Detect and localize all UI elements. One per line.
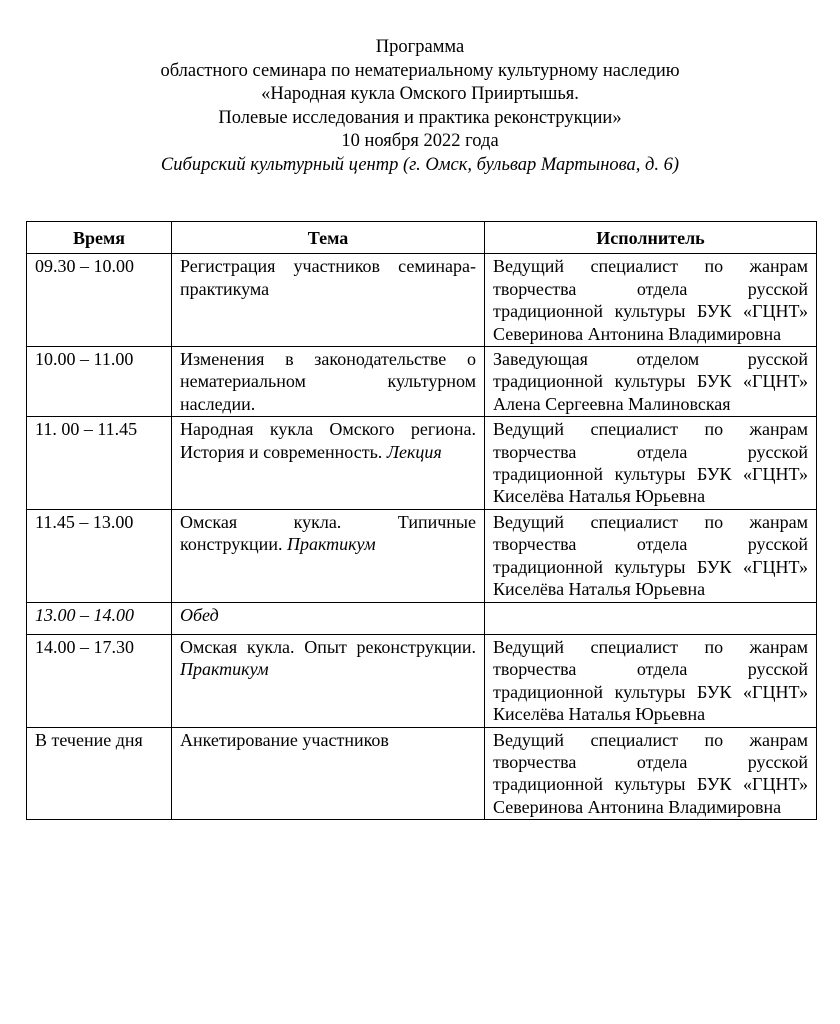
table-row-lunch	[27, 602, 817, 634]
topic-cell	[172, 254, 485, 347]
topic-text: Анкетирование участников	[180, 729, 389, 750]
topic-format-note: Практикум	[286, 534, 376, 555]
topic-format-note: Практикум	[180, 659, 269, 680]
time-cell: В течение дня	[27, 727, 172, 820]
column-header-topic: Тема	[172, 222, 485, 254]
table-row	[27, 509, 817, 602]
program-table	[26, 221, 817, 820]
performer-cell: Ведущий специалист по жанрам творчества отдела русской традиционной культуры БУК «ГЦНТ» Северинова Антонина Владимировна	[485, 254, 817, 347]
column-header-performer: Исполнитель	[485, 222, 817, 254]
table-row	[27, 254, 817, 347]
program-header	[0, 36, 840, 177]
program-title: Программа	[375, 37, 465, 57]
seminar-venue: Сибирский культурный центр (г. Омск, бульвар Мартынова, д. 6)	[160, 154, 680, 175]
time-cell: 11.45 – 13.00	[27, 509, 172, 602]
time-cell: 14.00 – 17.30	[27, 634, 172, 727]
table-header-row	[27, 222, 817, 254]
table-row	[27, 417, 817, 510]
topic-cell	[172, 727, 485, 820]
seminar-date: 10 ноября 2022 года	[341, 131, 499, 151]
performer-cell	[485, 602, 817, 634]
time-cell: 11. 00 – 11.45	[27, 417, 172, 510]
table-row	[27, 634, 817, 727]
time-cell: 13.00 – 14.00	[27, 602, 172, 634]
performer-cell: Ведущий специалист по жанрам творчества отдела русской традиционной культуры БУК «ГЦНТ» Киселёва Наталья Юрьевна	[485, 509, 817, 602]
topic-format-note: Лекция	[386, 441, 442, 462]
topic-cell	[172, 509, 485, 602]
seminar-name-line-2: Полевые исследования и практика реконструкции»	[218, 107, 622, 128]
topic-cell	[172, 634, 485, 727]
topic-text: Омская кукла. Типичные конструкции.	[180, 511, 476, 555]
topic-text: Народная кукла Омского региона. История и современность.	[180, 419, 476, 462]
column-header-time: Время	[27, 222, 172, 254]
seminar-description: областного семинара по нематериальному культурному наследию	[160, 60, 680, 81]
performer-cell: Ведущий специалист по жанрам творчества отдела русской традиционной культуры БУК «ГЦНТ» Северинова Антонина Владимировна	[485, 727, 817, 820]
table-row	[27, 347, 817, 417]
time-cell: 10.00 – 11.00	[27, 347, 172, 417]
performer-cell: Заведующая отделом русской традиционной культуры БУК «ГЦНТ» Алена Сергеевна Малиновская	[485, 347, 817, 417]
performer-cell: Ведущий специалист по жанрам творчества отдела русской традиционной культуры БУК «ГЦНТ» Киселёва Наталья Юрьевна	[485, 634, 817, 727]
topic-text: Изменения в законодательстве о нематериальном культурном наследии.	[180, 349, 476, 414]
topic-cell	[172, 347, 485, 417]
topic-text: Омская кукла. Опыт реконструкции.	[180, 636, 476, 657]
topic-text: Регистрация участников семинара-практикума	[180, 256, 476, 299]
time-cell: 09.30 – 10.00	[27, 254, 172, 347]
performer-cell: Ведущий специалист по жанрам творчества отдела русской традиционной культуры БУК «ГЦНТ» Киселёва Наталья Юрьевна	[485, 417, 817, 510]
seminar-name-line-1: «Народная кукла Омского Прииртышья.	[261, 84, 579, 104]
topic-cell	[172, 417, 485, 510]
topic-cell: Обед	[172, 602, 485, 634]
table-row	[27, 727, 817, 820]
